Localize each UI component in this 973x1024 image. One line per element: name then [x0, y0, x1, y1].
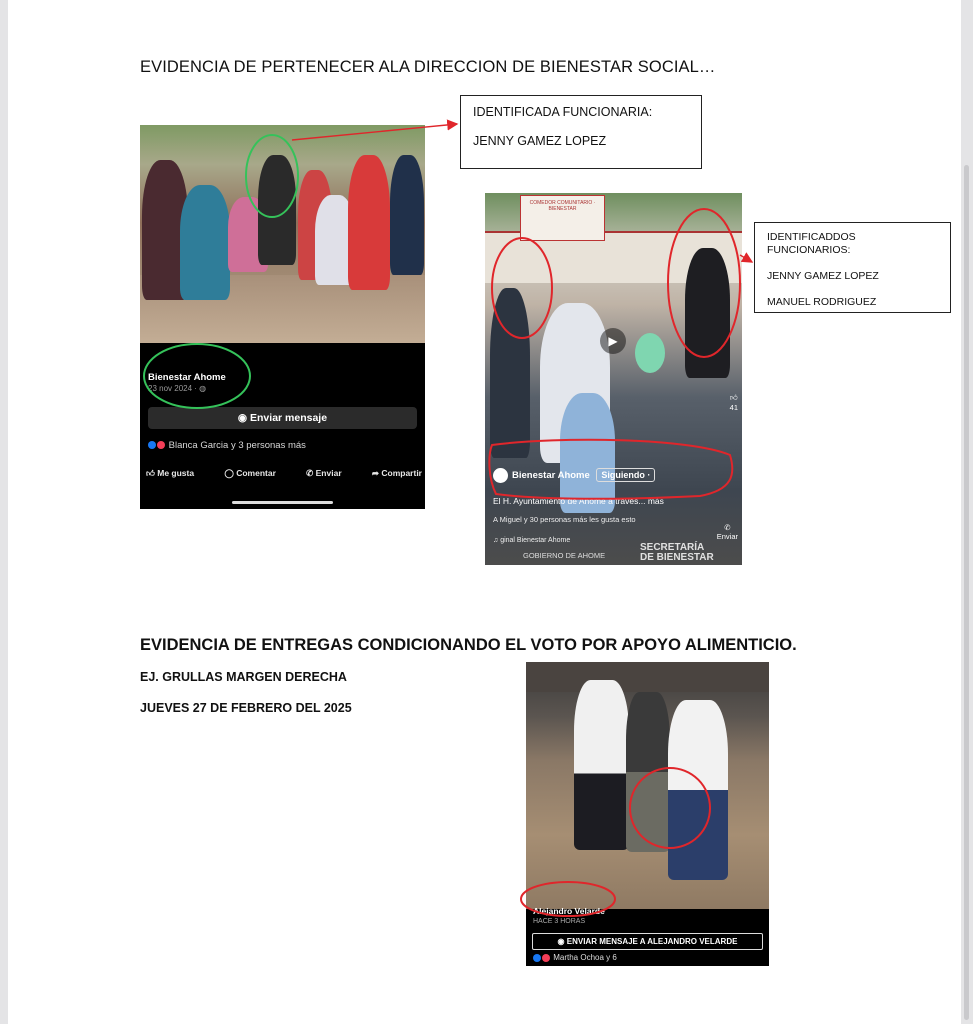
reactions-text: Martha Ochoa y 6: [553, 953, 617, 962]
messenger-icon: ◉: [557, 937, 567, 946]
like-reaction-icon: [533, 954, 541, 962]
reel-screenshot: [485, 193, 742, 565]
facebook-post-screenshot-2: [526, 662, 769, 966]
callout-name-1: JENNY GAMEZ LOPEZ: [767, 270, 879, 282]
reel-likes[interactable]: A Miguel y 30 personas más les gusta esto: [493, 515, 636, 524]
post-time: HACE 3 HORAS: [533, 918, 586, 925]
callout-label-line1: IDENTIFICADDOS: [767, 231, 856, 243]
author-name[interactable]: Alejandro Velarde: [533, 906, 605, 916]
person-figure: [348, 155, 390, 290]
secretaria-line2: DE BIENESTAR: [640, 552, 714, 563]
whatsapp-icon: ✆: [724, 523, 731, 532]
send-message-label: Enviar mensaje: [250, 412, 328, 424]
person-figure: [180, 185, 230, 300]
send-label: Enviar: [315, 468, 342, 478]
callout-funcionarios: [754, 222, 951, 313]
shed-roof: [526, 662, 769, 692]
reactions-summary[interactable]: [533, 953, 617, 962]
section-heading-entregas: EVIDENCIA DE ENTREGAS CONDICIONANDO EL VOTO POR APOYO ALIMENTICIO.: [140, 636, 797, 654]
send-message-button[interactable]: [148, 407, 417, 429]
page-name[interactable]: Bienestar Ahome: [512, 470, 590, 482]
thumbs-up-icon: 👍︎: [729, 393, 738, 402]
like-reaction-icon: [148, 441, 156, 449]
like-count-value: 41: [729, 403, 738, 412]
reactions-text: Blanca Garcia y 3 personas más: [168, 440, 306, 451]
reel-music[interactable]: ♫ ginal Bienestar Ahome: [493, 537, 571, 544]
person-figure: [626, 692, 670, 852]
date-subheading: JUEVES 27 DE FEBRERO DEL 2025: [140, 701, 352, 715]
location-subheading: EJ. GRULLAS MARGEN DERECHA: [140, 670, 347, 684]
person-figure: [258, 155, 296, 265]
callout-label: IDENTIFICADA FUNCIONARIA:: [473, 105, 653, 119]
page-name[interactable]: Bienestar Ahome: [148, 372, 226, 383]
reactions-summary[interactable]: [148, 440, 306, 451]
send-button[interactable]: [306, 468, 341, 479]
balloon: [635, 333, 665, 373]
viewer-left-edge: [0, 0, 8, 1024]
delivery-photo: [526, 662, 769, 909]
callout-label-line2: FUNCIONARIOS:: [767, 244, 851, 256]
play-icon[interactable]: ▶: [600, 328, 626, 354]
facebook-post-screenshot-1: [140, 125, 425, 509]
like-button[interactable]: [146, 468, 194, 479]
scrollbar-thumb[interactable]: [964, 165, 969, 1020]
like-label: Me gusta: [157, 468, 195, 478]
secretaria-line1: SECRETARÍA: [640, 542, 705, 553]
comment-button[interactable]: [224, 468, 276, 479]
callout-funcionaria: [460, 95, 702, 169]
love-reaction-icon: [542, 954, 550, 962]
secretaria-watermark: [640, 543, 714, 563]
person-figure: [490, 288, 530, 458]
person-figure: [685, 248, 730, 378]
like-count[interactable]: [730, 393, 738, 412]
person-figure: [668, 700, 728, 880]
share-label: Compartir: [381, 468, 422, 478]
callout-name: JENNY GAMEZ LOPEZ: [473, 134, 607, 148]
following-button[interactable]: Siguiendo ·: [596, 468, 655, 482]
post-actions: [146, 468, 422, 479]
building-sign: COMEDOR COMUNITARIO · BIENESTAR: [520, 195, 605, 241]
share-icon: ➦: [371, 468, 382, 478]
send-message-button[interactable]: [532, 933, 763, 950]
share-label: Enviar: [716, 532, 738, 541]
avatar[interactable]: [493, 468, 508, 483]
reel-author-bar: [493, 468, 693, 486]
whatsapp-icon: ✆: [306, 468, 316, 478]
person-figure: [560, 393, 615, 513]
messenger-icon: ◉: [237, 412, 251, 424]
person-figure: [390, 155, 424, 275]
person-figure: [574, 680, 629, 850]
love-reaction-icon: [157, 441, 165, 449]
comment-icon: ◯: [224, 468, 237, 478]
section-heading-bienestar: EVIDENCIA DE PERTENECER ALA DIRECCION DE BIENESTAR SOCIAL…: [140, 58, 716, 76]
post-date: 23 nov 2024 · ◍: [148, 384, 207, 393]
comment-label: Comentar: [236, 468, 276, 478]
thumbs-up-icon: 👍︎: [146, 468, 158, 478]
send-message-label: ENVIAR MENSAJE A ALEJANDRO VELARDE: [566, 937, 738, 946]
gov-watermark: GOBIERNO DE AHOME: [523, 551, 606, 560]
home-indicator: [232, 501, 333, 504]
share-button[interactable]: [717, 523, 738, 541]
callout-name-2: MANUEL RODRIGUEZ: [767, 296, 877, 308]
reel-caption[interactable]: El H. Ayuntamiento de Ahome a través... más: [493, 496, 664, 506]
group-photo: [140, 125, 425, 343]
share-button[interactable]: [372, 468, 422, 479]
